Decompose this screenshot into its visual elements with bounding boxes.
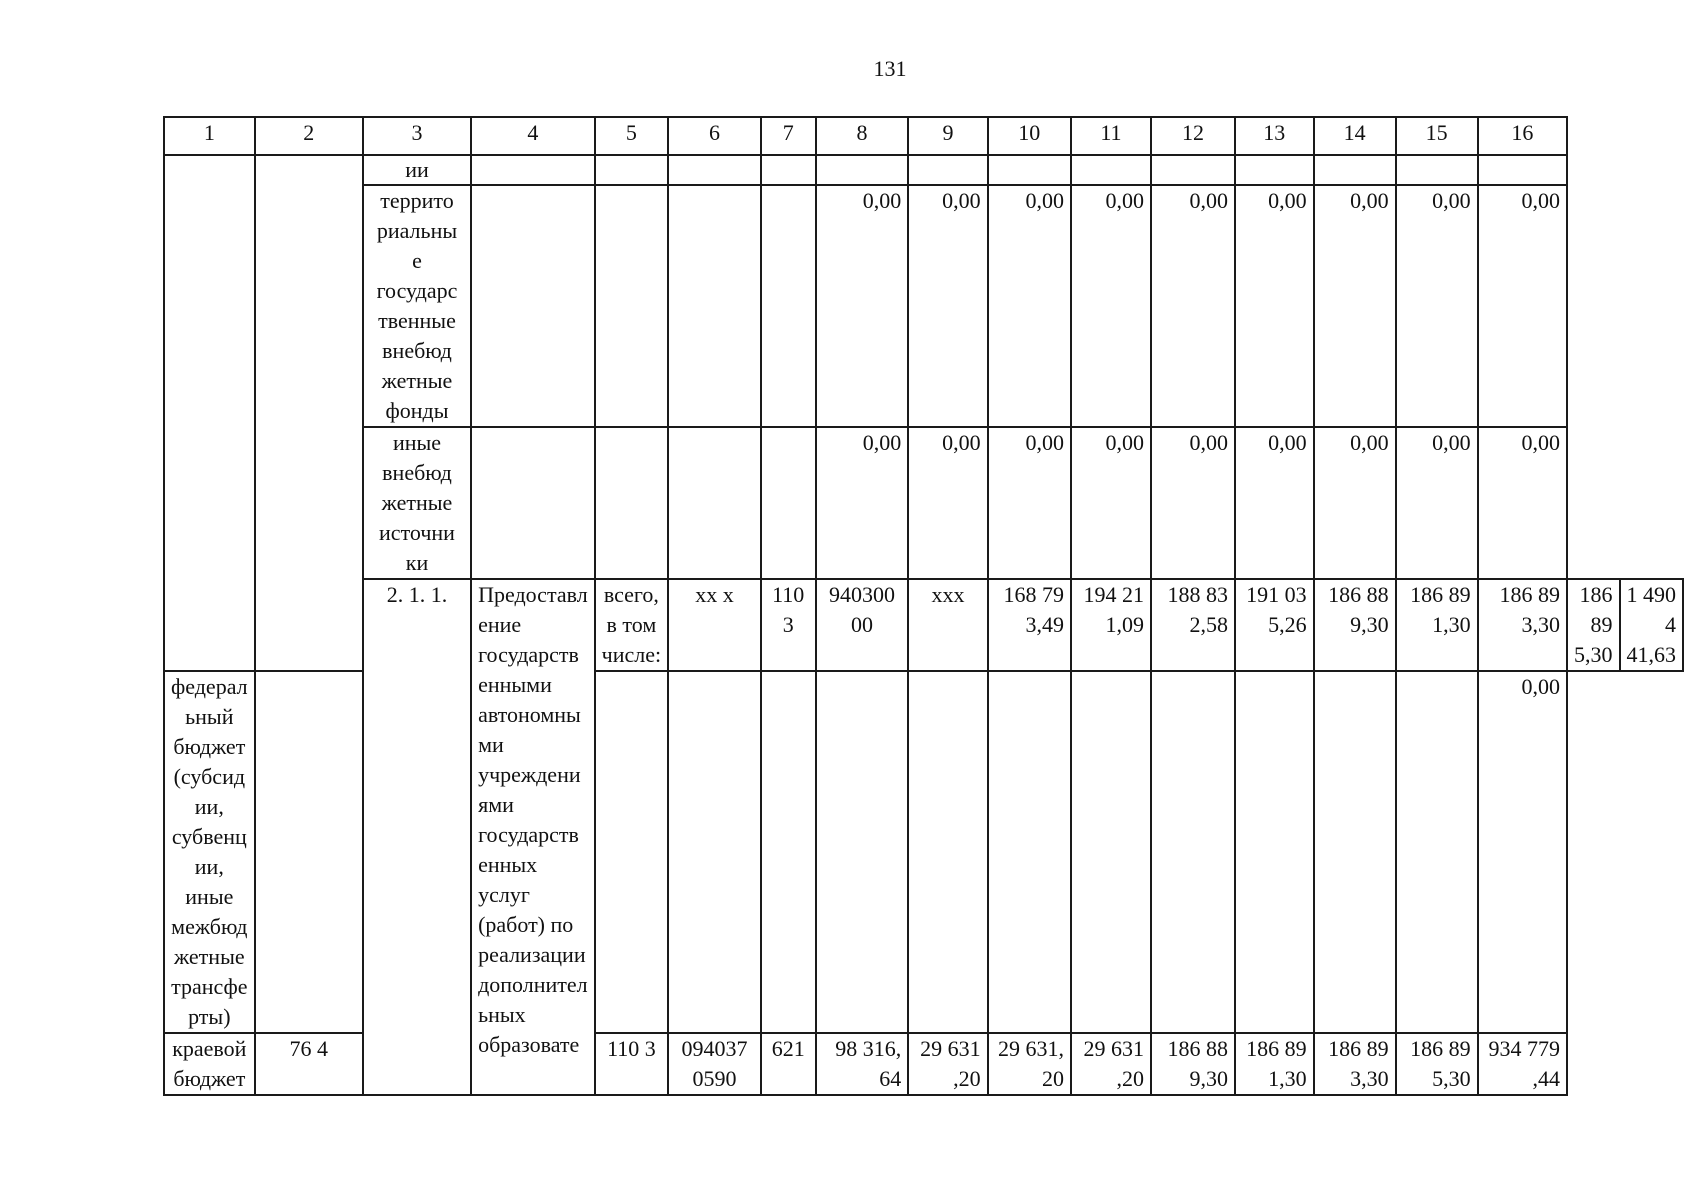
value-cell: 0,00: [816, 427, 909, 579]
value-cell: 0,00: [1314, 185, 1396, 427]
value-cell: 0,00: [1071, 185, 1151, 427]
table-row-ii: [164, 155, 1683, 185]
value-cell: 0,00: [988, 427, 1071, 579]
header-cell: 7: [761, 117, 816, 155]
value-cell: 0,00: [1235, 185, 1314, 427]
header-cell: 5: [595, 117, 668, 155]
header-cell: 6: [668, 117, 761, 155]
value-cell: 188 83 2,58: [1151, 579, 1235, 671]
table-row-other-sources: [164, 427, 1683, 579]
value-cell: 168 79 3,49: [988, 579, 1071, 671]
value-cell: 194 21 1,09: [1071, 579, 1151, 671]
code-cell: 110 3: [595, 1033, 668, 1095]
page-number: 131: [873, 56, 907, 81]
header-cell: 13: [1235, 117, 1314, 155]
value-cell: 0,00: [816, 185, 909, 427]
value-cell: 0,00: [908, 185, 987, 427]
header-cell: 9: [908, 117, 987, 155]
code-cell: 76 4: [255, 1033, 363, 1095]
header-cell: 2: [255, 117, 363, 155]
value-cell: 0,00: [1151, 185, 1235, 427]
funding-source-cell: ии: [363, 155, 471, 185]
code-cell: 940300 00: [816, 579, 909, 671]
header-cell: 4: [471, 117, 595, 155]
value-cell: 0,00: [1478, 671, 1567, 1033]
funding-source-cell: краевой бюджет: [164, 1033, 255, 1095]
header-row: [164, 117, 1683, 155]
code-cell: хх х: [668, 579, 761, 671]
header-cell: 3: [363, 117, 471, 155]
value-cell: 0,00: [1478, 427, 1567, 579]
value-cell: 0,00: [1235, 427, 1314, 579]
value-cell: 186 89 1,30: [1396, 579, 1478, 671]
item-description-cell: Предоставл ение государств енными автономны ми учреждени ями государств енных услуг (работ) по реализации дополнител ьных образовате: [471, 579, 595, 1095]
value-cell: 186 89 3,30: [1478, 579, 1567, 671]
value-cell: 0,00: [1071, 427, 1151, 579]
value-cell: 186 89 5,30: [1396, 1033, 1478, 1095]
value-cell: 29 631 ,20: [908, 1033, 987, 1095]
value-cell: 0,00: [1396, 185, 1478, 427]
table-row-total: [164, 579, 1683, 671]
value-cell: 186 88 9,30: [1314, 579, 1396, 671]
item-number-cell: 2. 1. 1.: [363, 579, 471, 1095]
funding-source-cell: всего, в том числе:: [595, 579, 668, 671]
empty-cell: [255, 155, 363, 671]
value-cell: 0,00: [988, 185, 1071, 427]
code-cell: 621: [761, 1033, 816, 1095]
value-cell: 0,00: [1478, 185, 1567, 427]
header-cell: 10: [988, 117, 1071, 155]
budget-table: [163, 116, 1684, 1096]
value-cell: 29 631 ,20: [1071, 1033, 1151, 1095]
code-cell: 110 3: [761, 579, 816, 671]
value-cell: 1 490 4 41,63: [1620, 579, 1684, 671]
funding-source-cell: террито риальны е государс твенные внебюд жетные фонды: [363, 185, 471, 427]
header-cell: 8: [816, 117, 909, 155]
value-cell: 98 316, 64: [816, 1033, 909, 1095]
value-cell: 0,00: [908, 427, 987, 579]
value-cell: 29 631, 20: [988, 1033, 1071, 1095]
funding-source-cell: иные внебюд жетные источни ки: [363, 427, 471, 579]
empty-cell: [164, 155, 255, 671]
header-cell: 15: [1396, 117, 1478, 155]
header-cell: 12: [1151, 117, 1235, 155]
value-cell: 186 89 3,30: [1314, 1033, 1396, 1095]
value-cell: 0,00: [1151, 427, 1235, 579]
header-cell: 11: [1071, 117, 1151, 155]
value-cell: 191 03 5,26: [1235, 579, 1314, 671]
table-row-territorial-funds: [164, 185, 1683, 427]
value-cell: 0,00: [1314, 427, 1396, 579]
value-cell: 186 89 1,30: [1235, 1033, 1314, 1095]
header-cell: 16: [1478, 117, 1567, 155]
code-cell: 094037 0590: [668, 1033, 761, 1095]
code-cell: ххх: [908, 579, 987, 671]
header-cell: 14: [1314, 117, 1396, 155]
header-cell: 1: [164, 117, 255, 155]
value-cell: 186 89 5,30: [1567, 579, 1620, 671]
value-cell: 186 88 9,30: [1151, 1033, 1235, 1095]
value-cell: 934 779 ,44: [1478, 1033, 1567, 1095]
value-cell: 0,00: [1396, 427, 1478, 579]
funding-source-cell: федерал ьный бюджет (субсид ии, субвенц ии, иные межбюд жетные трансфе рты): [164, 671, 255, 1033]
